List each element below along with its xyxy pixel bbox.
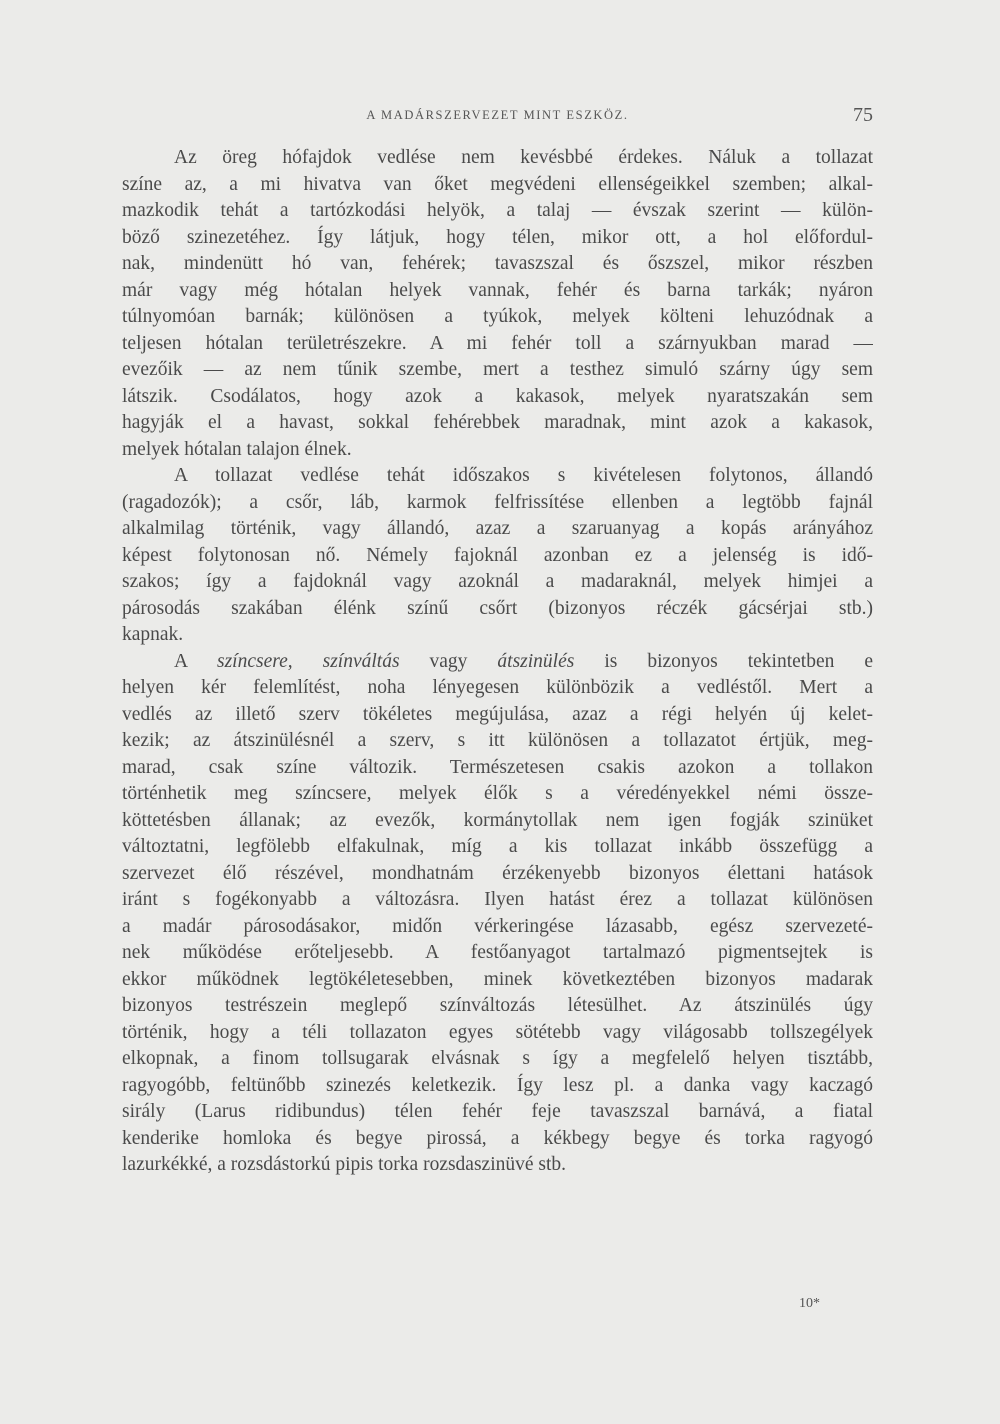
text-line: (ragadozók); a csőr, láb, karmok felfrissítése ellenben a legtöbb fajnál [122,491,873,513]
text-line: köttetésben állanak; az evezők, kormánytollak nem igen fogják szinüket [122,809,873,831]
body-text [122,145,873,1179]
page-header [122,104,873,130]
running-title: A MADÁRSZERVEZET MINT ESZKÖZ. [366,108,629,122]
text-line: történik, hogy a téli tollazaton egyes sötétebb vagy világosabb tollszegélyek [122,1021,873,1043]
text-line: ragyogóbb, feltünőbb szinezés keletkezik. Így lesz pl. a danka vagy kaczagó [122,1074,873,1096]
text-line: elkopnak, a finom tollsugarak elvásnak s így a megfelelő helyen tisztább, [122,1048,873,1069]
text-line [122,649,873,676]
text-line: marad, csak színe változik. Természetesen csakis azokon a tollakon [122,756,873,778]
text-line: színe az, a mi hivatva van őket megvédeni ellenségeikkel szemben; alkal- [122,173,873,195]
text-line: hagyják el a havast, sokkal fehérebbek maradnak, mint azok a kakasok, [122,412,873,433]
text-line: alkalmilag történik, vagy állandó, azaz a szaruanyag a kopás arányához [122,518,873,539]
text-line: változtatni, legfölebb elfakulnak, míg a kis tollazat inkább összefügg a [122,836,873,857]
text-line: evezőik — az nem tűnik szembe, mert a testhez simuló szárny úgy sem [122,359,873,380]
text-line: vedlés az illető szerv tökéletes megújulása, azaz a régi helyén új kelet- [122,703,873,725]
text-line: iránt s fogékonyabb a változásra. Ilyen hatást érez a tollazat különösen [122,889,873,910]
text-line: kezik; az átszinülésnél a szerv, s itt különösen a tollazatot értjük, meg- [122,730,873,751]
text-line: már vagy még hótalan helyek vannak, fehér és barna tarkák; nyáron [122,279,873,301]
text-line: Az öreg hófajdok vedlése nem kevésbbé érdekes. Náluk a tollazat [174,147,873,168]
text-line: bizonyos testrészein meglepő színváltozás létesülhet. Az átszinülés úgy [122,995,873,1016]
text-segment: is bizonyos tekintetben e [574,650,873,672]
text-line: melyek hótalan talajon élnek. [122,438,352,460]
printer-signature: 10* [799,1296,820,1311]
italic-term: átszinülés [497,650,575,672]
page-number: 75 [853,104,873,126]
text-line: helyen kér felemlítést, noha lényegesen különbözik a vedléstől. Mert a [122,677,873,698]
text-line: párosodás szakában élénk színű csőrt (bizonyos réczék gácsérjai stb.) [122,597,873,619]
text-line: szervezet élő részével, mondhatnám érzékenyebb bizonyos élettani hatások [122,862,873,884]
text-line: kenderike homloka és begye pirossá, a kékbegy begye és torka ragyogó [122,1127,873,1149]
text-line: lazurkékké, a rozsdástorkú pipis torka rozsdaszinüvé stb. [122,1154,567,1175]
text-line: A tollazat vedlése tehát időszakos s kivételesen folytonos, állandó [174,465,873,486]
text-line: sirály (Larus ridibundus) télen fehér feje tavaszszal barnává, a fiatal [122,1101,873,1122]
text-line: látszik. Csodálatos, hogy azok a kakasok, melyek nyaratszakán sem [122,385,873,407]
text-line: kapnak. [122,624,184,645]
text-line: teljesen hótalan területrészekre. A mi fehér toll a szárnyukban marad — [122,332,873,354]
text-line: a madár párosodásakor, midőn vérkeringése lázasabb, egész szervezeté- [122,915,873,937]
text-line: képest folytonosan nő. Némely fajoknál azonban ez a jelenség is idő- [122,544,873,566]
text-segment: A [174,650,217,672]
text-line: nek működése erőteljesebb. A festőanyagot tartalmazó pigmentsejtek is [122,942,873,963]
text-line: történhetik meg színcsere, melyek élők s a véredényekkel némi össze- [122,783,873,804]
text-line: túlnyomóan barnák; különösen a tyúkok, melyek költeni lehuzódnak a [122,306,873,327]
text-segment: vagy [399,650,498,672]
text-line: böző szinezetéhez. Így látjuk, hogy télen, mikor ott, a hol előfordul- [122,226,873,248]
italic-term: színcsere, színváltás [217,650,400,672]
text-line: szakos; így a fajdoknál vagy azoknál a madaraknál, melyek himjei a [122,571,873,592]
text-line: mazkodik tehát a tartózkodási helyök, a talaj — évszak szerint — külön- [122,200,873,221]
text-line: ekkor működnek legtökéletesebben, minek következtében bizonyos madarak [122,968,873,990]
text-line: nak, mindenütt hó van, fehérek; tavaszszal és őszszel, mikor részben [122,253,873,274]
